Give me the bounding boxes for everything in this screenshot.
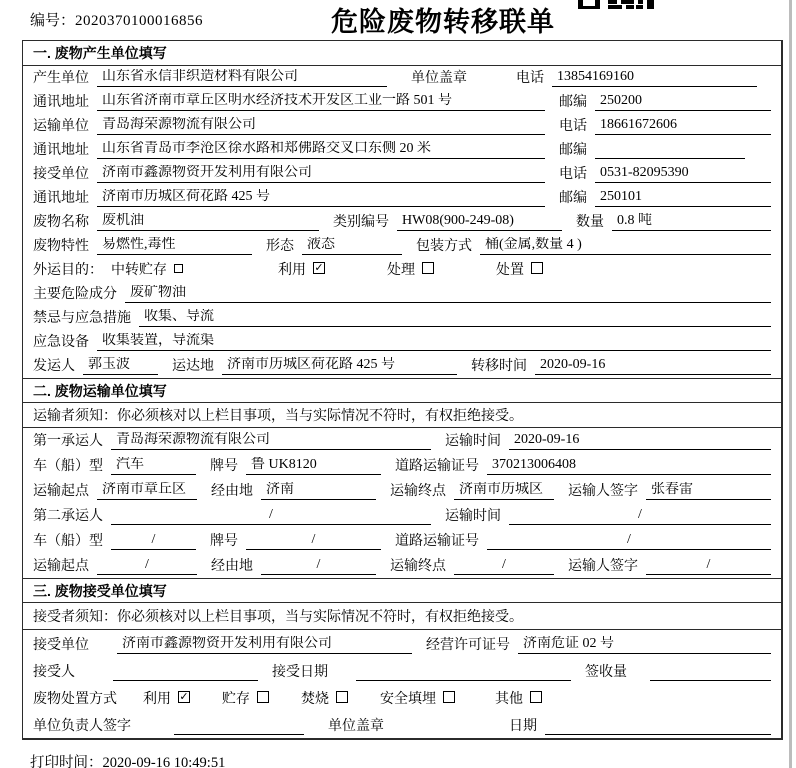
notice-text: 运输者须知：你必须核对以上栏目事项，当与实际情况不符时，有权拒绝接受。 (33, 409, 523, 424)
field-label: 运输终点 (390, 559, 446, 574)
field-label: 经营许可证号 (426, 638, 510, 653)
field-value: 济南市鑫源物资开发利用有限公司 (97, 165, 545, 183)
field-value: 济南市历城区荷花路 425 号 (222, 357, 457, 375)
form-row (23, 66, 781, 90)
field-value: 2020-09-16 (509, 432, 771, 450)
form-row (23, 453, 781, 478)
field-label: 接受日期 (272, 665, 328, 680)
field-value: 250200 (595, 93, 771, 111)
form-row (23, 186, 781, 210)
checkbox-unchecked-icon (174, 264, 183, 273)
notice-row (23, 603, 781, 630)
checkbox-label: 安全填埋 (380, 692, 436, 707)
field-label: 运输时间 (445, 434, 501, 449)
field-label: 运输终点 (390, 484, 446, 499)
field-label: 数量 (576, 215, 604, 230)
field-value: 18661672606 (595, 117, 771, 135)
field-label: 牌号 (210, 459, 238, 474)
checkbox-group (380, 688, 455, 708)
field-label: 邮编 (559, 95, 587, 110)
field-value: 桶(金属,数量 4 ) (480, 237, 771, 255)
field-value: 山东省永信非织造材料有限公司 (97, 69, 387, 87)
checkbox-unchecked-icon (530, 691, 542, 703)
field-value: / (111, 507, 431, 525)
form-row (23, 114, 781, 138)
doc-number-label: 编号： (30, 13, 76, 29)
checkbox-group (111, 259, 183, 279)
checkbox-group (495, 688, 542, 708)
checkbox-group (387, 259, 434, 279)
field-value: 易燃性,毒性 (97, 237, 252, 255)
field-value: 济南市历城区 (454, 482, 554, 500)
checkbox-label: 中转贮存 (111, 263, 167, 278)
field-label: 第二承运人 (33, 509, 103, 524)
checkbox-unchecked-icon (336, 691, 348, 703)
form-row (23, 503, 781, 528)
checkbox-group (278, 259, 325, 279)
form-row (23, 711, 781, 738)
form-section (23, 41, 781, 378)
field-value: 2020-09-16 (535, 357, 771, 375)
print-time-label: 打印时间： (30, 755, 103, 768)
field-label: 外运目的： (33, 263, 103, 278)
checkbox-label: 贮存 (222, 692, 250, 707)
form-table (22, 40, 783, 740)
field-label: 运达地 (172, 359, 214, 374)
field-label: 电话 (559, 119, 587, 134)
form-row (23, 330, 781, 354)
doc-number-value: 2020370100016856 (75, 13, 204, 29)
blank-field-value (174, 718, 304, 735)
checkbox-label: 利用 (143, 692, 171, 707)
field-label: 接受人 (33, 665, 75, 680)
field-label: 通讯地址 (33, 143, 89, 158)
checkbox-group (222, 688, 269, 708)
form-row (23, 684, 781, 711)
field-label: 废物处置方式 (33, 692, 117, 707)
field-value: 济南市鑫源物资开发利用有限公司 (117, 636, 412, 654)
static-text: 单位盖章 (328, 719, 384, 734)
checkbox-unchecked-icon (443, 691, 455, 703)
form-row (23, 234, 781, 258)
field-value: 青岛海荣源物流有限公司 (111, 432, 431, 450)
field-label: 电话 (516, 71, 544, 86)
checkbox-label: 处置 (496, 263, 524, 278)
form-row (23, 428, 781, 453)
field-value: 0531-82095390 (595, 165, 771, 183)
form-row (23, 282, 781, 306)
page-title: 危险废物转移联单 (331, 7, 555, 37)
field-label: 类别编号 (333, 215, 389, 230)
field-value: 汽车 (111, 457, 196, 475)
checkbox-label: 焚烧 (301, 692, 329, 707)
form-section (23, 578, 781, 738)
field-label: 道路运输证号 (395, 534, 479, 549)
form-row (23, 657, 781, 684)
section-header: 二. 废物运输单位填写 (23, 378, 781, 403)
field-label: 包装方式 (416, 239, 472, 254)
field-value: / (246, 532, 381, 550)
field-value: 13854169160 (552, 69, 757, 87)
field-value: / (454, 557, 554, 575)
field-value: 张春雷 (646, 482, 771, 500)
field-label: 废物特性 (33, 239, 89, 254)
checkbox-unchecked-icon (531, 262, 543, 274)
checkbox-checked-icon: ✓ (179, 691, 189, 703)
field-label: 运输人签字 (568, 484, 638, 499)
field-label: 主要危险成分 (33, 287, 117, 302)
field-label: 应急设备 (33, 335, 89, 350)
field-label: 接受单位 (33, 167, 89, 182)
notice-text: 接受者须知：你必须核对以上栏目事项，当与实际情况不符时，有权拒绝接受。 (33, 610, 523, 625)
checkbox-checked-icon: ✓ (314, 262, 324, 274)
form-row (23, 162, 781, 186)
form-row (23, 258, 781, 282)
form-row (23, 138, 781, 162)
field-label: 经由地 (211, 559, 253, 574)
field-label: 邮编 (559, 191, 587, 206)
field-value: 废矿物油 (125, 285, 771, 303)
field-label: 废物名称 (33, 215, 89, 230)
form-row (23, 354, 781, 378)
checkbox-group (143, 688, 190, 708)
field-value: / (487, 532, 771, 550)
field-label: 道路运输证号 (395, 459, 479, 474)
field-label: 车（船）型 (33, 459, 103, 474)
field-value: 250101 (595, 189, 771, 207)
field-label: 经由地 (211, 484, 253, 499)
field-value: / (509, 507, 771, 525)
blank-field-value (545, 718, 771, 735)
field-label: 形态 (266, 239, 294, 254)
field-label: 运输单位 (33, 119, 89, 134)
field-value: / (646, 557, 771, 575)
field-value: 青岛海荣源物流有限公司 (97, 117, 545, 135)
field-value: / (97, 557, 197, 575)
field-label: 运输起点 (33, 484, 89, 499)
section-header: 三. 废物接受单位填写 (23, 578, 781, 603)
field-label: 单位负责人签字 (33, 719, 131, 734)
form-row (23, 553, 781, 578)
form-row (23, 630, 781, 657)
field-value: 废机油 (97, 213, 319, 231)
field-value: 370213006408 (487, 457, 771, 475)
print-time-value: 2020-09-16 10:49:51 (102, 755, 226, 768)
checkbox-label: 其他 (495, 692, 523, 707)
field-label: 运输起点 (33, 559, 89, 574)
scrollbar[interactable] (789, 0, 792, 768)
static-text: 单位盖章 (411, 71, 467, 86)
field-value: 鲁 UK8120 (246, 457, 381, 475)
field-value: 济南 (261, 482, 376, 500)
field-value: 山东省济南市章丘区明水经济技术开发区工业一路 501 号 (97, 93, 545, 111)
field-value: 济南市历城区荷花路 425 号 (97, 189, 545, 207)
form-row (23, 478, 781, 503)
checkbox-group (301, 688, 348, 708)
notice-row (23, 403, 781, 428)
form-row (23, 90, 781, 114)
field-value: 济南市章丘区 (97, 482, 197, 500)
field-label: 牌号 (210, 534, 238, 549)
qr-code-fragment-icon (578, 0, 654, 9)
section-header: 一. 废物产生单位填写 (23, 41, 781, 66)
field-label: 产生单位 (33, 71, 89, 86)
form-section (23, 378, 781, 578)
field-label: 转移时间 (471, 359, 527, 374)
field-label: 运输时间 (445, 509, 501, 524)
field-value: 济南危证 02 号 (518, 636, 771, 654)
field-value: 液态 (302, 237, 402, 255)
field-label: 日期 (509, 719, 537, 734)
blank-field-value (356, 664, 571, 681)
field-label: 车（船）型 (33, 534, 103, 549)
field-value: / (111, 532, 196, 550)
blank-field-value (113, 664, 258, 681)
checkbox-unchecked-icon (257, 691, 269, 703)
doc-number-line (30, 9, 203, 30)
field-label: 禁忌与应急措施 (33, 311, 131, 326)
field-value: 0.8 吨 (612, 213, 771, 231)
checkbox-group (496, 259, 543, 279)
print-time-line (30, 751, 225, 768)
field-label: 通讯地址 (33, 191, 89, 206)
form-row (23, 306, 781, 330)
field-value: HW08(900-249-08) (397, 213, 562, 231)
field-value: 收集、导流 (139, 309, 771, 327)
blank-field-value (650, 664, 771, 681)
field-label: 运输人签字 (568, 559, 638, 574)
field-value: 收集装置，导流渠 (97, 333, 771, 351)
checkbox-label: 处理 (387, 263, 415, 278)
checkbox-unchecked-icon (422, 262, 434, 274)
field-value: / (261, 557, 376, 575)
field-label: 第一承运人 (33, 434, 103, 449)
field-label: 接受单位 (33, 638, 89, 653)
field-value: 山东省青岛市李沧区徐水路和郑佛路交叉口东侧 20 米 (97, 141, 545, 159)
form-row (23, 210, 781, 234)
field-value: 郭玉波 (83, 357, 158, 375)
blank-field-value (595, 142, 745, 159)
field-label: 签收量 (585, 665, 627, 680)
field-label: 通讯地址 (33, 95, 89, 110)
form-row (23, 528, 781, 553)
field-label: 邮编 (559, 143, 587, 158)
field-label: 发运人 (33, 359, 75, 374)
checkbox-label: 利用 (278, 263, 306, 278)
field-label: 电话 (559, 167, 587, 182)
